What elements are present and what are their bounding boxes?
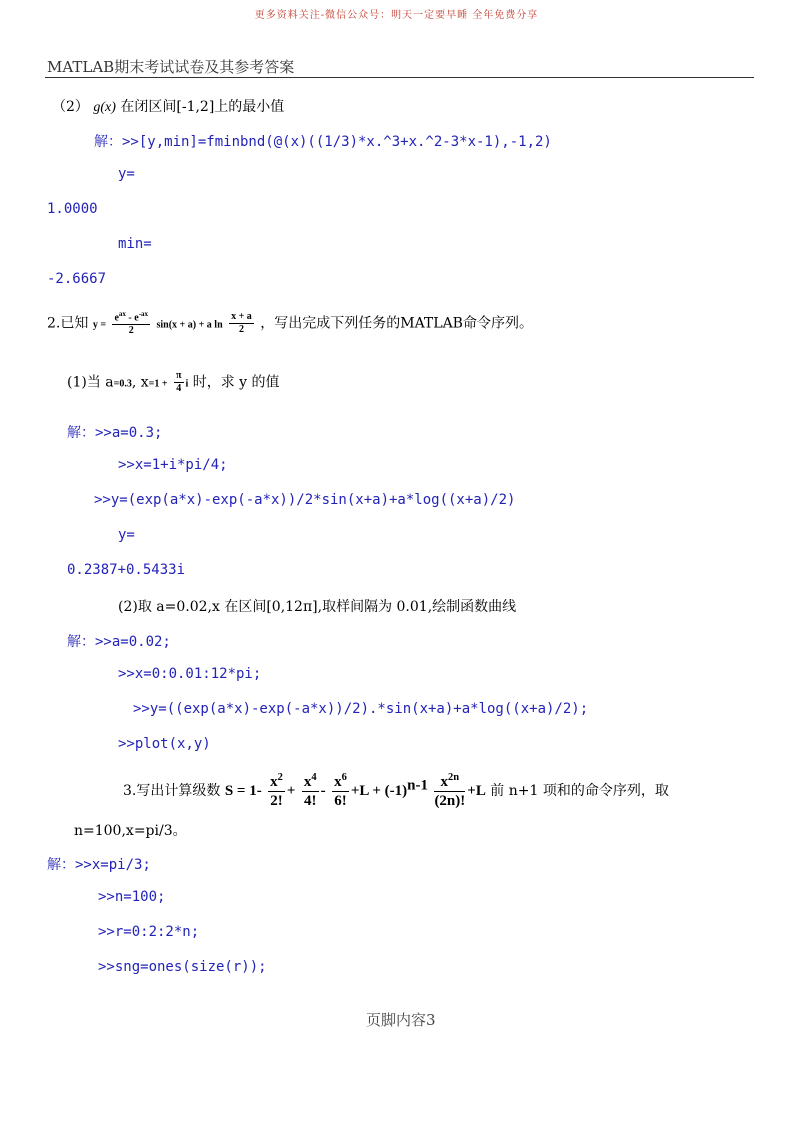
q3-params-line: n=100,x=pi/3。	[74, 823, 187, 839]
q2-intro-line: 2.已知 y = $\frac{e^{ax} - e^{-ax}}{2}$ sin(x + a) + a ln $\frac{x + a}{2}$ ，写出完成下列任务的MATLAB命令序列。	[47, 310, 533, 336]
header-divider	[45, 77, 754, 78]
code-line: >>a=0.02;	[95, 634, 171, 650]
output-value: 0.2387+0.5433i	[67, 562, 186, 578]
code-line: >>plot(x,y)	[118, 736, 211, 752]
output-label: y=	[118, 166, 135, 182]
q2-part1-line: (1)当 a=0.3, x=1 + $\frac{\pi}{4}$ i 时，求 y 的值	[67, 370, 280, 394]
function-g-of-x: g(x)	[93, 100, 116, 115]
output-value: -2.6667	[47, 271, 107, 287]
q2-part2-line: (2)取 a=0.02,x 在区间[0,12π],取样间隔为 0.01,绘制函数曲线	[118, 599, 517, 615]
q2-part2-solution	[67, 631, 171, 651]
code-line: >>x=1+i*pi/4;	[118, 457, 228, 473]
code-line: >>x=0:0.01:12*pi;	[118, 666, 262, 682]
output-value: 1.0000	[47, 201, 98, 217]
formula-fraction: $\frac{\pi}{4}$	[176, 370, 182, 394]
promo-banner: 更多资料关注-微信公众号：明天一定要早睡 全年免费分享	[254, 10, 539, 21]
page-header-title: MATLAB期末考试试卷及其参考答案	[47, 58, 295, 76]
output-label: min=	[118, 236, 152, 252]
series-term: $\frac{x^2}{2!}$	[270, 772, 283, 810]
code-line: >>n=100;	[98, 889, 166, 905]
solution-label: 解：	[94, 134, 122, 150]
page-footer: 页脚内容3	[366, 1011, 436, 1029]
formula-fraction: $\frac{x + a}{2}$	[231, 311, 252, 335]
series-term: $\frac{x^4}{4!}$	[303, 772, 317, 810]
q1-solution-line	[94, 131, 552, 151]
q3-intro-line: 3.写出计算级数 S = 1- $\frac{x^2}{2!}$ + $\frac{x^4}{4!}$ - $\frac{x^6}{6!}$ $+L + (-1)^{n-1}$ $\frac{x^{2n}}{(2n)!}$ +L 前 n+1 项和的命令序列，取	[123, 772, 669, 810]
formula-fraction: $\frac{e^{ax} - e^{-ax}}{2}$	[114, 310, 149, 336]
code-line: >>r=0:2:2*n;	[98, 924, 200, 940]
code-line: >>a=0.3;	[95, 425, 163, 441]
output-label: y=	[118, 527, 135, 543]
code-line: >>[y,min]=fminbnd(@(x)((1/3)*x.^3+x.^2-3*x-1),-1,2)	[122, 134, 552, 150]
code-line: >>y=(exp(a*x)-exp(-a*x))/2*sin(x+a)+a*log((x+a)/2)	[94, 492, 516, 508]
q1-part2-line: （2） g(x) 在闭区间[-1,2]上的最小值	[52, 99, 285, 115]
code-line: >>x=pi/3;	[75, 857, 151, 873]
series-term: $\frac{x^6}{6!}$	[334, 772, 347, 810]
page-number: 3	[426, 1011, 436, 1029]
q2-solution-line	[67, 422, 162, 442]
code-line: >>sng=ones(size(r));	[98, 959, 267, 975]
q3-solution-line	[47, 854, 151, 874]
solution-label: 解：	[67, 425, 95, 441]
series-term: $\frac{x^{2n}}{(2n)!}$	[434, 772, 466, 810]
solution-label: 解：	[47, 857, 75, 873]
solution-label: 解：	[67, 634, 95, 650]
code-line: >>y=((exp(a*x)-exp(-a*x))/2).*sin(x+a)+a*log((x+a)/2);	[133, 701, 589, 717]
